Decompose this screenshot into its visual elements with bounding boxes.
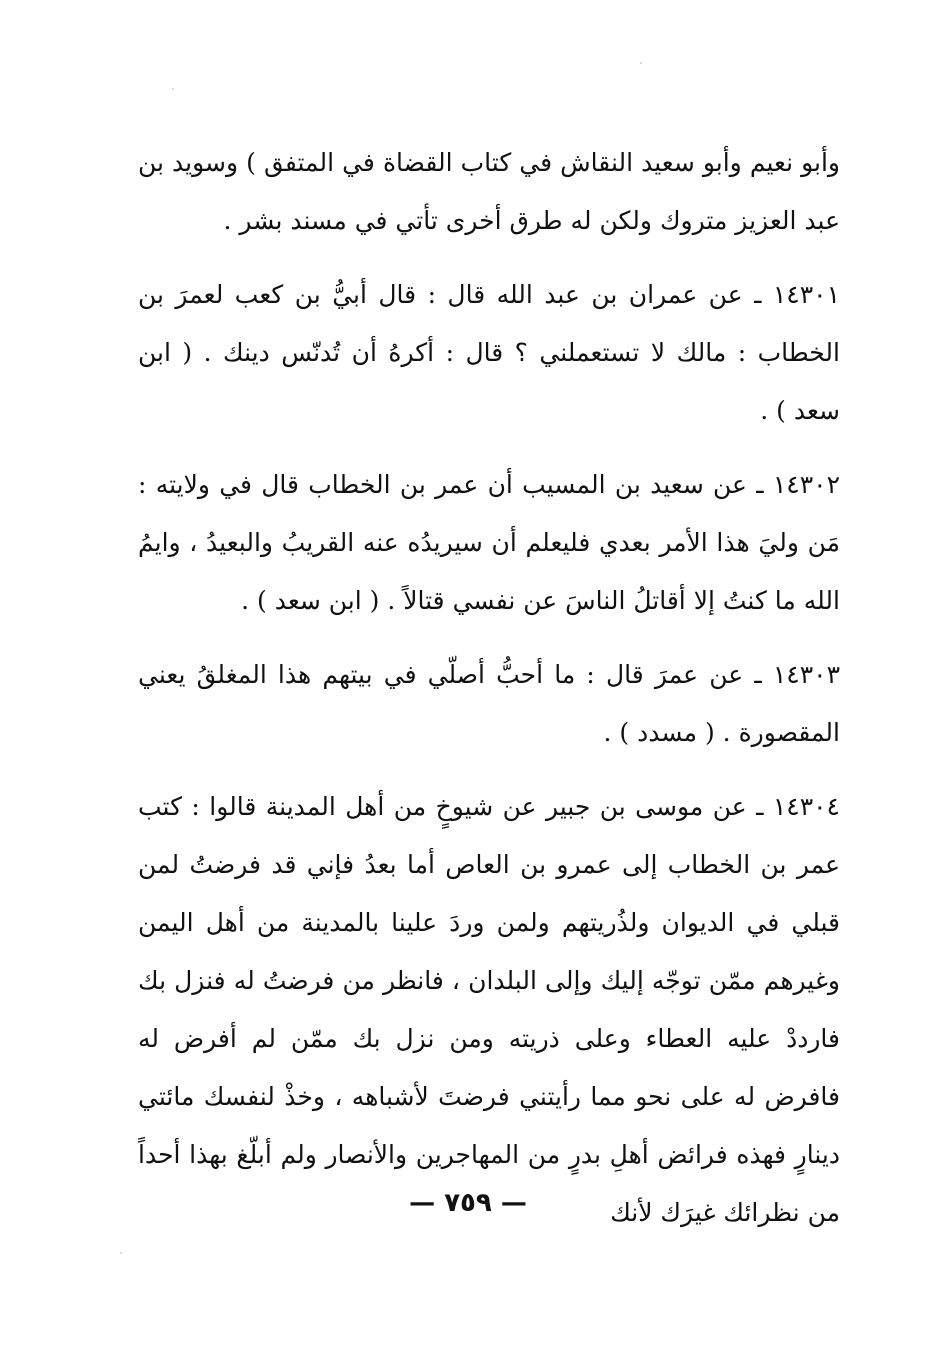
hadith-text: ـ عن عمران بن عبد الله قال : قال أبيُّ بن كعب لعمرَ بن الخطاب : مالك لا تستعملني ؟ قال : أكرهُ أن تُدنّس دينك . ( ابن سعد ) . [138,280,840,425]
paragraph-continuation [138,134,840,250]
hadith-number: ١٤٣٠٤ [772,792,840,821]
paragraph-text: وأبو نعيم وأبو سعيد النقاش في كتاب القضاة في المتفق ) وسويد بن عبد العزيز متروك ولكن له طرق أخرى تأتي في مسند بشر . [138,148,840,235]
hadith-14304 [138,778,840,1242]
hadith-number: ١٤٣٠١ [772,280,840,309]
hadith-14303 [138,646,840,762]
scan-speck [172,88,174,90]
hadith-text: ـ عن موسى بن جبير عن شيوخٍ من أهل المدينة قالوا : كتب عمر بن الخطاب إلى عمرو بن العاص أما بعدُ فإني قد فرضتُ لمن قبلي في الديوان ولذُريتهم ولمن وردَ علينا بالمدينة من أهل اليمن وغيرهم ممّن توجّه إليك وإلى البلدان ، فانظر من فرضتُ له فنزل بك فارددْ عليه العطاء وعلى ذريته ومن نزل بك ممّن لم أفرض له فافرض له على نحو مما رأيتني فرضتَ لأشباهه ، وخذْ لنفسك مائتي دينارٍ فهذه فرائض أهلِ بدرٍ من المهاجرين والأنصار ولم أبلّغ بهذا أحداً من نظرائك غيرَك لأنك [138,792,840,1227]
hadith-14301 [138,266,840,440]
hadith-text: ـ عن عمرَ قال : ما أحبُّ أصلّي في بيتهم هذا المغلقُ يعني المقصورة . ( مسدد ) . [138,660,840,747]
hadith-14302 [138,456,840,630]
scan-speck [120,1252,122,1254]
hadith-number: ١٤٣٠٢ [772,470,840,499]
main-text [138,134,840,1242]
page-number: — ٧٥٩ — [409,1188,527,1218]
hadith-number: ١٤٣٠٣ [772,660,840,689]
scan-speck [640,62,642,64]
hadith-text: ـ عن سعيد بن المسيب أن عمر بن الخطاب قال في ولايته : مَن وليَ هذا الأمر بعدي فليعلم أن سيريدُه عنه القريبُ والبعيدُ ، وايمُ الله ما كنتُ إلا أقاتلُ الناسَ عن نفسي قتالاً . ( ابن سعد ) . [138,470,840,615]
